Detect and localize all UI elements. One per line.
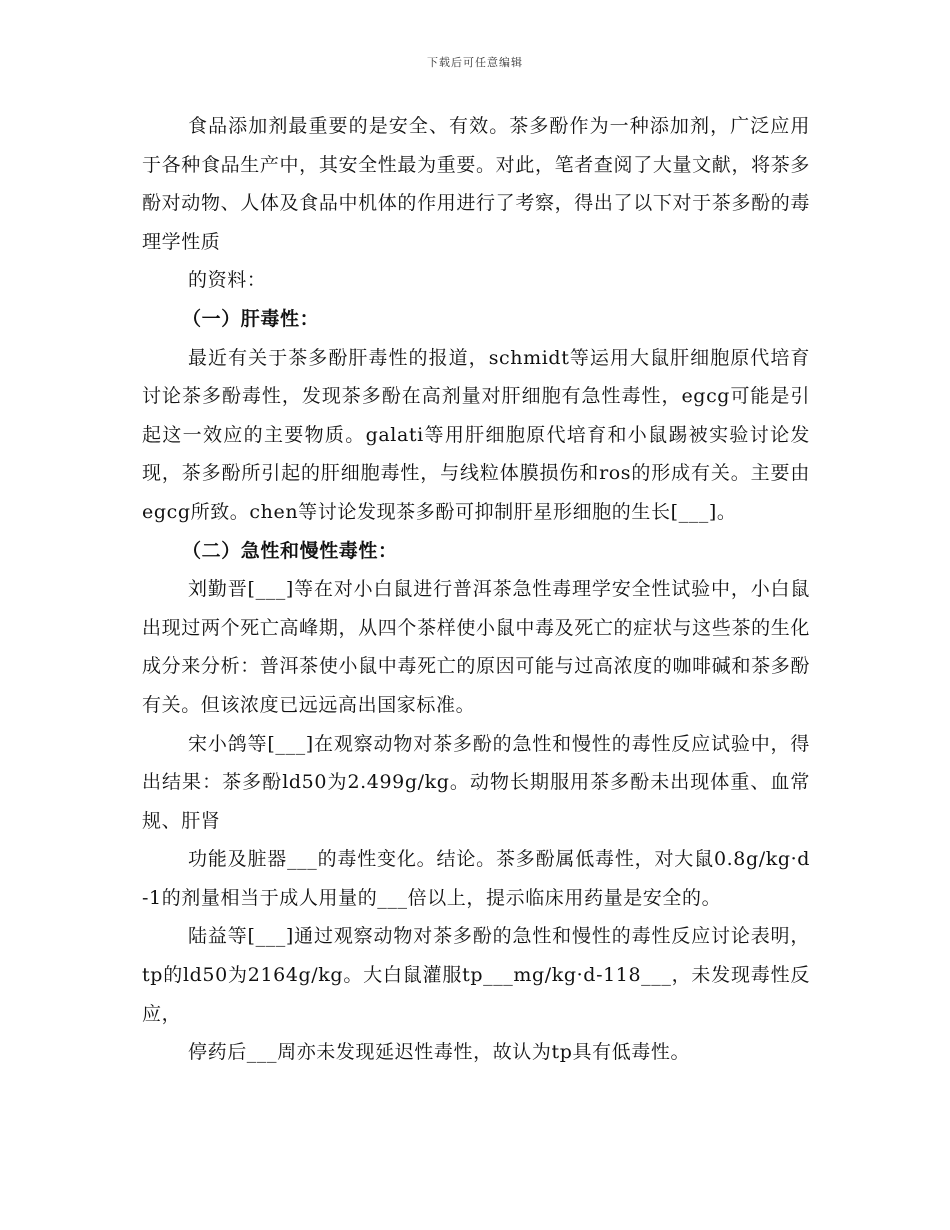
page-header: 下载后可任意编辑 bbox=[427, 56, 523, 69]
document-body bbox=[142, 107, 810, 1072]
section-heading-acute-chronic-toxicity: （二）急性和慢性毒性： bbox=[182, 539, 398, 562]
paragraph-lu-study-continued: 停药后___周亦未发现延迟性毒性，故认为tp具有低毒性。 bbox=[188, 1041, 691, 1064]
paragraph-liu-study: 刘勤晋[___]等在对小白鼠进行普洱茶急性毒理学安全性试验中，小白鼠出现过两个死亡高峰期，从四个茶样使小鼠中毒及死亡的症状与这些茶的生化成分来分析：普洱茶使小鼠中毒死亡的原因可能与过高浓度的咖啡碱和茶多酚有关。但该浓度已远远高出国家标准。 bbox=[142, 578, 810, 716]
paragraph-song-study-continued: 功能及脏器___的毒性变化。结论。茶多酚属低毒性，对大鼠0.8g/kg·d-1的剂量相当于成人用量的___倍以上，提示临床用药量是安全的。 bbox=[142, 848, 810, 909]
section-heading-liver-toxicity: （一）肝毒性： bbox=[182, 307, 320, 330]
paragraph-song-study: 宋小鸽等[___]在观察动物对茶多酚的急性和慢性的毒性反应试验中，得出结果：茶多酚ld50为2.499g/kg。动物长期服用茶多酚未出现体重、血常规、肝肾 bbox=[142, 732, 810, 832]
paragraph-liver-toxicity: 最近有关于茶多酚肝毒性的报道，schmidt等运用大鼠肝细胞原代培育讨论茶多酚毒性，发现茶多酚在高剂量对肝细胞有急性毒性，egcg可能是引起这一效应的主要物质。galati等用肝细胞原代培育和小鼠踢被实验讨论发现，茶多酚所引起的肝细胞毒性，与线粒体膜损伤和ros的形成有关。主要由egcg所致。chen等讨论发现茶多酚可抑制肝星形细胞的生长[___]。 bbox=[142, 346, 810, 523]
paragraph-intro: 食品添加剂最重要的是安全、有效。茶多酚作为一种添加剂，广泛应用于各种食品生产中，其安全性最为重要。对此，笔者查阅了大量文献，将茶多酚对动物、人体及食品中机体的作用进行了考察，得出了以下对于茶多酚的毒理学性质 bbox=[142, 115, 810, 253]
paragraph-lu-study: 陆益等[___]通过观察动物对茶多酚的急性和慢性的毒性反应讨论表明，tp的ld50为2164g/kg。大白鼠灌服tp___mg/kg·d-118___，未发现毒性反应， bbox=[142, 925, 810, 1025]
paragraph-intro-continued: 的资料： bbox=[188, 269, 267, 292]
